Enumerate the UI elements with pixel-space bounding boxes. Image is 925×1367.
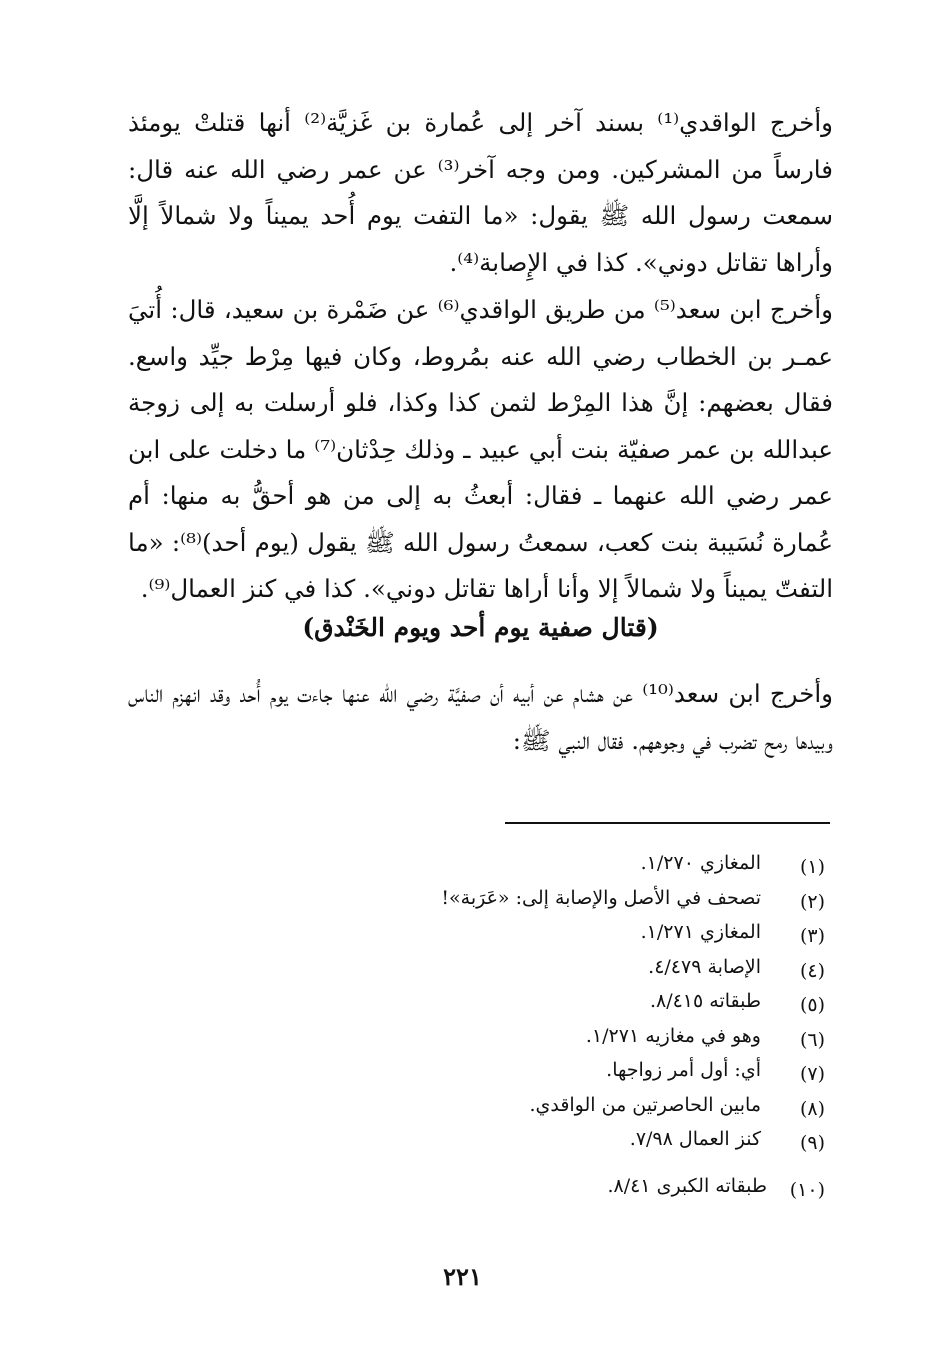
- footnote-number: (٥): [799, 994, 825, 1016]
- body-paragraph: وأخرج ابن سعد⁽⁵⁾ من طريق الواقدي⁽⁶⁾ عن ضَمْرة بن سعيد، قال: أُتيَ عمـر بن الخطاب رضي الله عنه بمُروط، وكان فيها مِرْط جيِّد واسع. فقال بعضهم: إنَّ هذا المِرْط لثمن كذا وكذا، فلو أرسلت به إلى زوجة عبدالله بن عمر صفيّة بنت أبي عبيد ـ وذلك حِدْثان⁽⁷⁾ ما دخلت على ابن عمر رضي الله عنهما ـ فقال: أبعثُ به إلى من هو أحقُّ به منها: أم عُمارة نُسَيبة بنت كعب، سمعتُ رسول الله ﷺ يقول (يوم أحد)⁽⁸⁾: «ما التفتّ يميناً ولا شمالاً إلا وأنا أراها تقاتل دوني». كذا في كنز العمال⁽⁹⁾.: [128, 295, 834, 603]
- footnote-separator: [505, 822, 830, 824]
- footnote-number: (٨): [799, 1097, 825, 1120]
- footnote-item: [305, 846, 825, 881]
- footnote-text: المغازي ١/٢٧١.: [640, 921, 761, 943]
- footnote-item: [305, 881, 825, 916]
- footnote-item: [305, 1019, 825, 1054]
- footnote-text: وهو في مغازيه ١/٢٧١.: [585, 1024, 761, 1047]
- footnote-text: أي: أول أمر زواجها.: [606, 1059, 761, 1081]
- footnote-number: (١): [799, 856, 825, 878]
- footnote-text: طبقاته ٨/٤١٥.: [649, 990, 761, 1012]
- footnote-number: (١٠): [789, 1178, 825, 1201]
- page-number: ٢٢١: [443, 1262, 482, 1291]
- footnote-number: (٤): [799, 959, 825, 982]
- footnote-number: (٢): [799, 890, 825, 913]
- section-heading: (قتال صفية يوم أحد ويوم الخَنْدق): [302, 613, 659, 642]
- footnote-text: المغازي ١/٢٧٠.: [640, 852, 761, 874]
- footnote-item: [305, 1169, 825, 1204]
- footnote-text: مابين الحاصرتين من الواقدي.: [529, 1093, 761, 1116]
- footnote-number: (٦): [799, 1028, 825, 1051]
- footnote-item: [305, 984, 825, 1019]
- footnote-number: (٩): [799, 1132, 825, 1154]
- footnote-item: [305, 950, 825, 985]
- footnote-text: تصحف في الأصل والإصابة إلى: «عَرَبة»!: [441, 886, 761, 909]
- footnote-text: الإصابة ٤/٤٧٩.: [648, 955, 761, 978]
- footnote-text: كنز العمال ٧/٩٨.: [629, 1128, 761, 1150]
- footnote-item: [305, 1088, 825, 1123]
- footnote-item: [305, 1053, 825, 1088]
- body-paragraph: وأخرج ابن سعد⁽¹⁰⁾ عن هشام عن أبيه أن صفيَّة رضي الله عنها جاءت يوم أُحد وقد انهزم الناس وبيدها رمح تضرب في وجوههم. فقال النبي ﷺ:: [128, 679, 833, 755]
- footnote-item: [305, 1122, 825, 1157]
- footnote-item: [305, 915, 825, 950]
- footnote-list: [305, 846, 825, 1203]
- body-paragraph: وأخرج الواقدي⁽¹⁾ بسند آخر إلى عُمارة بن غَزيَّة⁽²⁾ أنها قتلتْ يومئذ فارساً من المشركين. ومن وجه آخر⁽³⁾ عن عمر رضي الله عنه قال: سمعت رسول الله ﷺ يقول: «ما التفت يوم أُحد يميناً ولا شمالاً إلَّا وأراها تقاتل دوني». كذا في الإِصابة⁽⁴⁾.: [128, 108, 833, 277]
- footnote-number: (٣): [799, 925, 825, 947]
- footnote-number: (٧): [799, 1063, 825, 1085]
- footnote-text: طبقاته الكبرى ٨/٤١.: [607, 1174, 767, 1197]
